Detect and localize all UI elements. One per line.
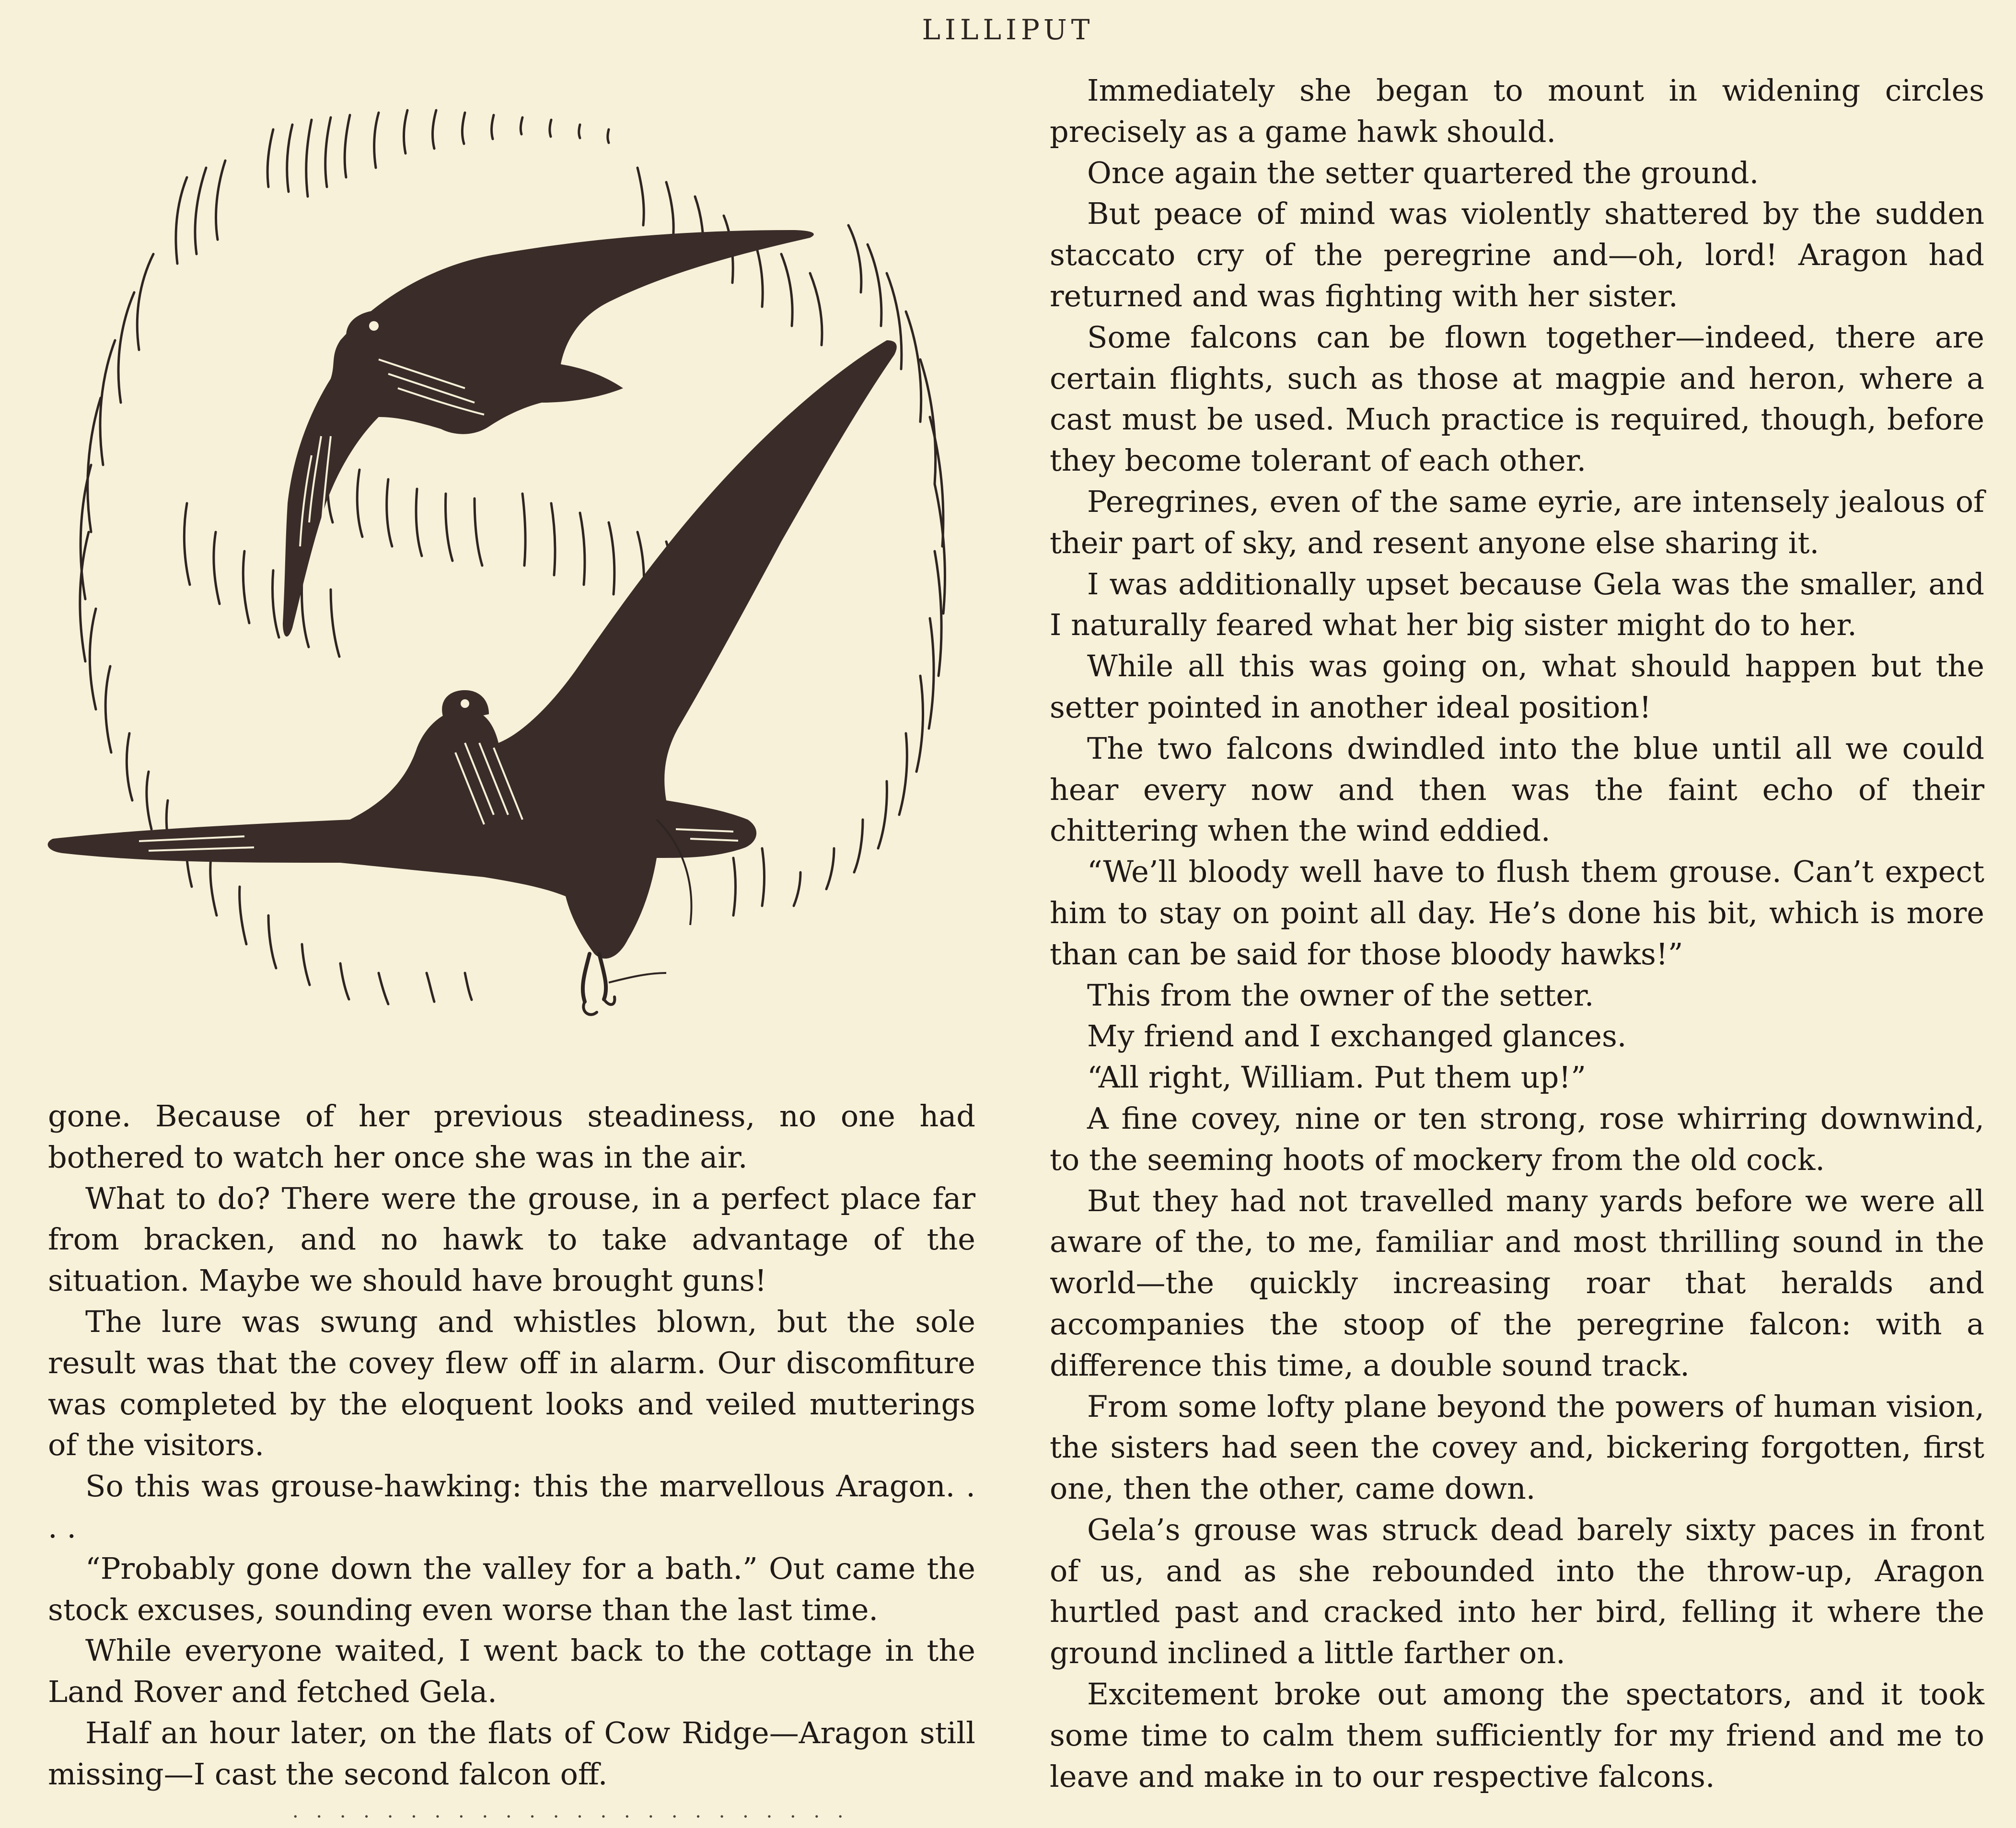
paragraph: The lure was swung and whistles blown, but the sole result was that the covey flew off in alarm. Our discomfiture was completed by the eloquent looks and veiled mutterings of the visitors. — [48, 1304, 975, 1463]
running-head: LILLIPUT — [922, 13, 1094, 46]
two-peregrine-falcons-illustration — [43, 72, 1021, 1093]
paragraph: So this was grouse-hawking: this the marvellous Aragon. . . . — [48, 1469, 975, 1545]
paragraph: Some falcons can be flown together—indeed, there are certain flights, such as those at magpie and heron, where a cast must be used. Much practice is required, though, before they become tolerant of each other. — [1050, 319, 1984, 478]
paragraph: Excitement broke out among the spectators, and it took some time to calm them sufficiently for my friend and me to leave and make in to our respective falcons. — [1050, 1677, 1984, 1794]
paragraph: “We’ll bloody well have to flush them grouse. Can’t expect him to stay on point all day. He’s done his bit, which is more than can be said for those bloody hawks!” — [1050, 854, 1984, 972]
paragraph: Once again the setter quartered the ground. — [1087, 155, 1759, 190]
paragraph: A fine covey, nine or ten strong, rose whirring downwind, to the seeming hoots of mockery from the old cock. — [1050, 1100, 1984, 1177]
paragraph: “Probably gone down the valley for a bath.” Out came the stock excuses, sounding even worse than the last time. — [48, 1550, 975, 1627]
paragraph: “All right, William. Put them up!” — [1087, 1060, 1586, 1095]
paragraph: This from the owner of the setter. — [1087, 977, 1594, 1013]
section-break-ornament: · · · · · · · · · · · · · · · · · · · · · · · · — [292, 1806, 849, 1828]
paragraph: Peregrines, even of the same eyrie, are intensely jealous of their part of sky, and resent anyone else sharing it. — [1050, 484, 1984, 560]
paragraph: My friend and I exchanged glances. — [1087, 1018, 1627, 1054]
paragraph: The two falcons dwindled into the blue until all we could hear every now and then was the faint echo of their chittering when the wind eddied. — [1050, 730, 1984, 848]
paragraph: Half an hour later, on the flats of Cow Ridge—Aragon still missing—I cast the second falcon off. — [48, 1715, 975, 1792]
right-column — [1050, 70, 1984, 1797]
paragraph: Gela’s grouse was struck dead barely sixty paces in front of us, and as she rebounded into the throw-up, Aragon hurtled past and cracked into her bird, felling it where the ground inclined a little farther on. — [1050, 1512, 1984, 1671]
paragraph: While everyone waited, I went back to the cottage in the Land Rover and fetched Gela. — [48, 1633, 975, 1710]
left-column — [48, 1096, 975, 1795]
paragraph: Immediately she began to mount in widening circles precisely as a game hawk should. — [1050, 73, 1984, 149]
paragraph: While all this was going on, what should happen but the setter pointed in another ideal position! — [1050, 648, 1984, 725]
paragraph: But they had not travelled many yards before we were all aware of the, to me, familiar and most thrilling sound in the world—the quickly increasing roar that heralds and accompanies the stoop of the peregrine falcon: with a difference this time, a double sound track. — [1050, 1183, 1984, 1383]
paragraph: From some lofty plane beyond the powers of human vision, the sisters had seen the covey and, bickering forgotten, first one, then the other, came down. — [1050, 1388, 1984, 1506]
paragraph: But peace of mind was violently shattered by the sudden staccato cry of the peregrine and—oh, lord! Aragon had returned and was fighting with her sister. — [1050, 196, 1984, 313]
paragraph: What to do? There were the grouse, in a perfect place far from bracken, and no hawk to take advantage of the situation. Maybe we should have brought guns! — [48, 1180, 975, 1298]
paragraph: gone. Because of her previous steadiness, no one had bothered to watch her once she was in the air. — [48, 1099, 975, 1175]
paragraph: I was additionally upset because Gela was the smaller, and I naturally feared what her big sister might do to her. — [1050, 566, 1984, 643]
